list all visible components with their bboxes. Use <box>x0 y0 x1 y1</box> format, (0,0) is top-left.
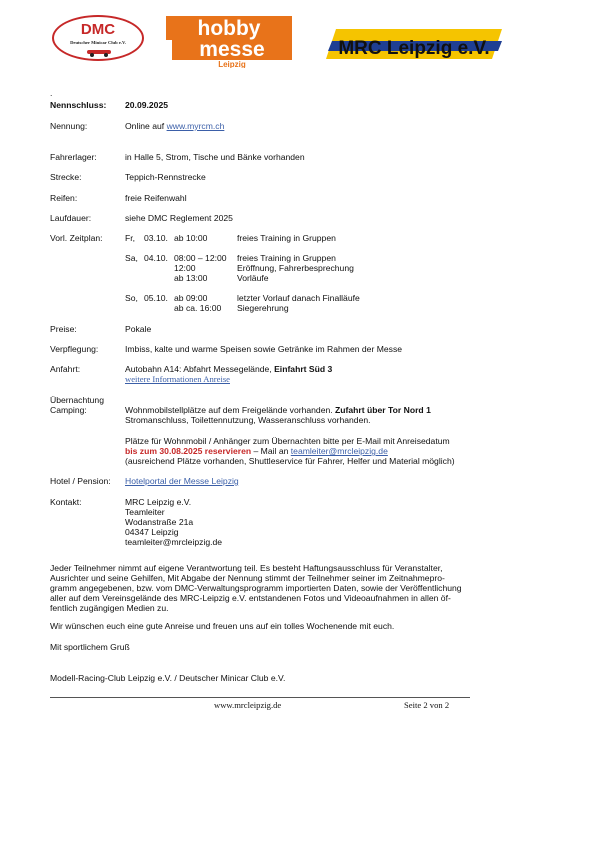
kontakt-line: MRC Leipzig e.V. <box>125 497 192 507</box>
label-preise: Preise: <box>50 324 77 334</box>
schedule-time: 08:00 – 12:00 <box>174 253 227 263</box>
footer-url: www.mrcleipzig.de <box>214 700 282 710</box>
greeting-text: Mit sportlichem Gruß <box>50 642 130 652</box>
disclaimer-line: Ausrichter und seine Gehilfen, Mit Abgabe der Nennung stimmt der Teilnehmer seiner im Zeitnahmepro- <box>50 573 445 583</box>
schedule-time: 12:00 <box>174 263 196 273</box>
camping-line2: Stromanschluss, Toilettennutzung, Wasseranschluss vorhanden. <box>125 415 371 425</box>
dmc-logo-name: DMC <box>80 21 116 38</box>
value-nennung <box>125 121 224 131</box>
schedule-event: freies Training in Gruppen <box>237 253 336 263</box>
kontakt-line: 04347 Leipzig <box>125 527 179 537</box>
label-strecke: Strecke: <box>50 172 82 182</box>
schedule-event: Siegerehrung <box>237 303 289 313</box>
schedule-time: ab 10:00 <box>174 233 208 243</box>
hobby-logo-line3: Leipzig <box>218 60 246 68</box>
footer-page-number: Seite 2 von 2 <box>404 700 450 710</box>
schedule-event: letzter Vorlauf danach Finalläufe <box>237 293 360 303</box>
label-verpflegung: Verpflegung: <box>50 344 99 354</box>
anfahrt-prefix: Autobahn A14: Abfahrt Messegelände, <box>125 364 275 374</box>
value-verpflegung: Imbiss, kalte und warme Speisen sowie Getränke im Rahmen der Messe <box>125 344 403 354</box>
myrcm-link[interactable]: www.myrcm.ch <box>166 121 225 131</box>
schedule-date: 05.10. <box>144 293 168 303</box>
label-nennung: Nennung: <box>50 121 88 131</box>
disclaimer-line: Jeder Teilnehmer nimmt auf eigene Verantwortung teil. Es besteht Haftungsausschluss für Veranstalter, <box>50 563 443 573</box>
camping-line5: (ausreichend Plätze vorhanden, Shuttleservice für Fahrer, Helfer und Material möglich) <box>125 456 455 466</box>
value-strecke: Teppich-Rennstrecke <box>125 172 206 182</box>
disclaimer-line: fentlich zugängigen Medien zu. <box>50 603 169 613</box>
kontakt-line: Wodanstraße 21a <box>125 517 194 527</box>
dmc-logo-subtitle: Deutscher Minicar Club e.V. <box>70 40 126 45</box>
label-nennschluss: Nennschluss: <box>50 100 107 110</box>
schedule-time: ab 13:00 <box>174 273 208 283</box>
label-camping: Camping: <box>50 405 87 415</box>
value-fahrerlager: in Halle 5, Strom, Tische und Bänke vorhanden <box>125 152 305 162</box>
schedule-date: 04.10. <box>144 253 168 263</box>
label-fahrerlager: Fahrerlager: <box>50 152 97 162</box>
kontakt-line: Teamleiter <box>125 507 165 517</box>
label-hotel: Hotel / Pension: <box>50 476 111 486</box>
value-reifen: freie Reifenwahl <box>125 193 187 203</box>
mrc-leipzig-logo <box>326 25 502 63</box>
schedule-day: Sa, <box>125 253 138 263</box>
dmc-logo <box>52 15 144 61</box>
kontakt-block <box>125 497 222 547</box>
label-zeitplan: Vorl. Zeitplan: <box>50 233 103 243</box>
label-laufdauer: Laufdauer: <box>50 213 92 223</box>
hobby-logo-line1: hobby <box>197 17 261 40</box>
value-laufdauer: siehe DMC Reglement 2025 <box>125 213 233 223</box>
schedule-day: Fr, <box>125 233 136 243</box>
schedule-event: Vorläufe <box>237 273 269 283</box>
signature-text: Modell-Racing-Club Leipzig e.V. / Deutscher Minicar Club e.V. <box>50 673 286 683</box>
value-anfahrt <box>125 364 332 374</box>
value-preise: Pokale <box>125 324 152 334</box>
hobby-messe-logo <box>166 16 292 68</box>
kontakt-email: teamleiter@mrcleipzig.de <box>125 537 223 547</box>
disclaimer-line: aller auf dem Vereinsgelände des MRC-Leipzig e.V. entstandenen Fotos und Videoaufnahmen in allen öf- <box>50 593 451 603</box>
nennung-prefix: Online auf <box>125 121 167 131</box>
label-anfahrt: Anfahrt: <box>50 364 81 374</box>
schedule-event: freies Training in Gruppen <box>237 233 336 243</box>
camping-line1 <box>125 405 431 415</box>
anfahrt-bold: Einfahrt Süd 3 <box>274 364 333 374</box>
value-nennschluss: 20.09.2025 <box>125 100 169 110</box>
camping-deadline: bis zum 30.08.2025 reservieren <box>125 446 252 456</box>
anreise-info-link[interactable]: weitere Informationen Anreise <box>125 374 230 384</box>
camping-line3: Plätze für Wohnmobil / Anhänger zum Übernachten bitte per E-Mail mit Anreisedatum <box>125 436 450 446</box>
mrc-logo-text: MRC Leipzig e.V. <box>338 38 490 59</box>
wish-text: Wir wünschen euch eine gute Anreise und freuen uns auf ein tolles Wochenende mit euch. <box>50 621 395 631</box>
label-reifen: Reifen: <box>50 193 78 203</box>
camping-mail-text: – Mail an <box>251 446 291 456</box>
schedule-time: ab 09:00 <box>174 293 208 303</box>
hotelportal-link[interactable]: Hotelportal der Messe Leipzig <box>125 476 239 486</box>
schedule-event: Eröffnung, Fahrerbesprechung <box>237 263 354 273</box>
hobby-logo-line2: messe <box>199 38 265 61</box>
label-uebernachtung: Übernachtung <box>50 395 104 405</box>
label-kontakt: Kontakt: <box>50 497 82 507</box>
car-icon <box>84 47 114 57</box>
dot-marker: . <box>50 88 53 98</box>
camping-line4 <box>125 446 388 456</box>
camping-zufahrt: Zufahrt über Tor Nord 1 <box>335 405 431 415</box>
disclaimer-line: gramm angegebenen, bzw. vom DMC-Verwaltungsprogramm importierten Daten, sowie der Veröffentlichung <box>50 583 462 593</box>
teamleiter-mail-link[interactable]: teamleiter@mrcleipzig.de <box>290 446 388 456</box>
footer-divider <box>50 697 470 698</box>
schedule-date: 03.10. <box>144 233 168 243</box>
schedule-day: So, <box>125 293 138 303</box>
disclaimer <box>50 563 462 613</box>
camping-line1-text: Wohnmobilstellplätze auf dem Freigelände vorhanden. <box>125 405 336 415</box>
schedule-time: ab ca. 16:00 <box>174 303 222 313</box>
